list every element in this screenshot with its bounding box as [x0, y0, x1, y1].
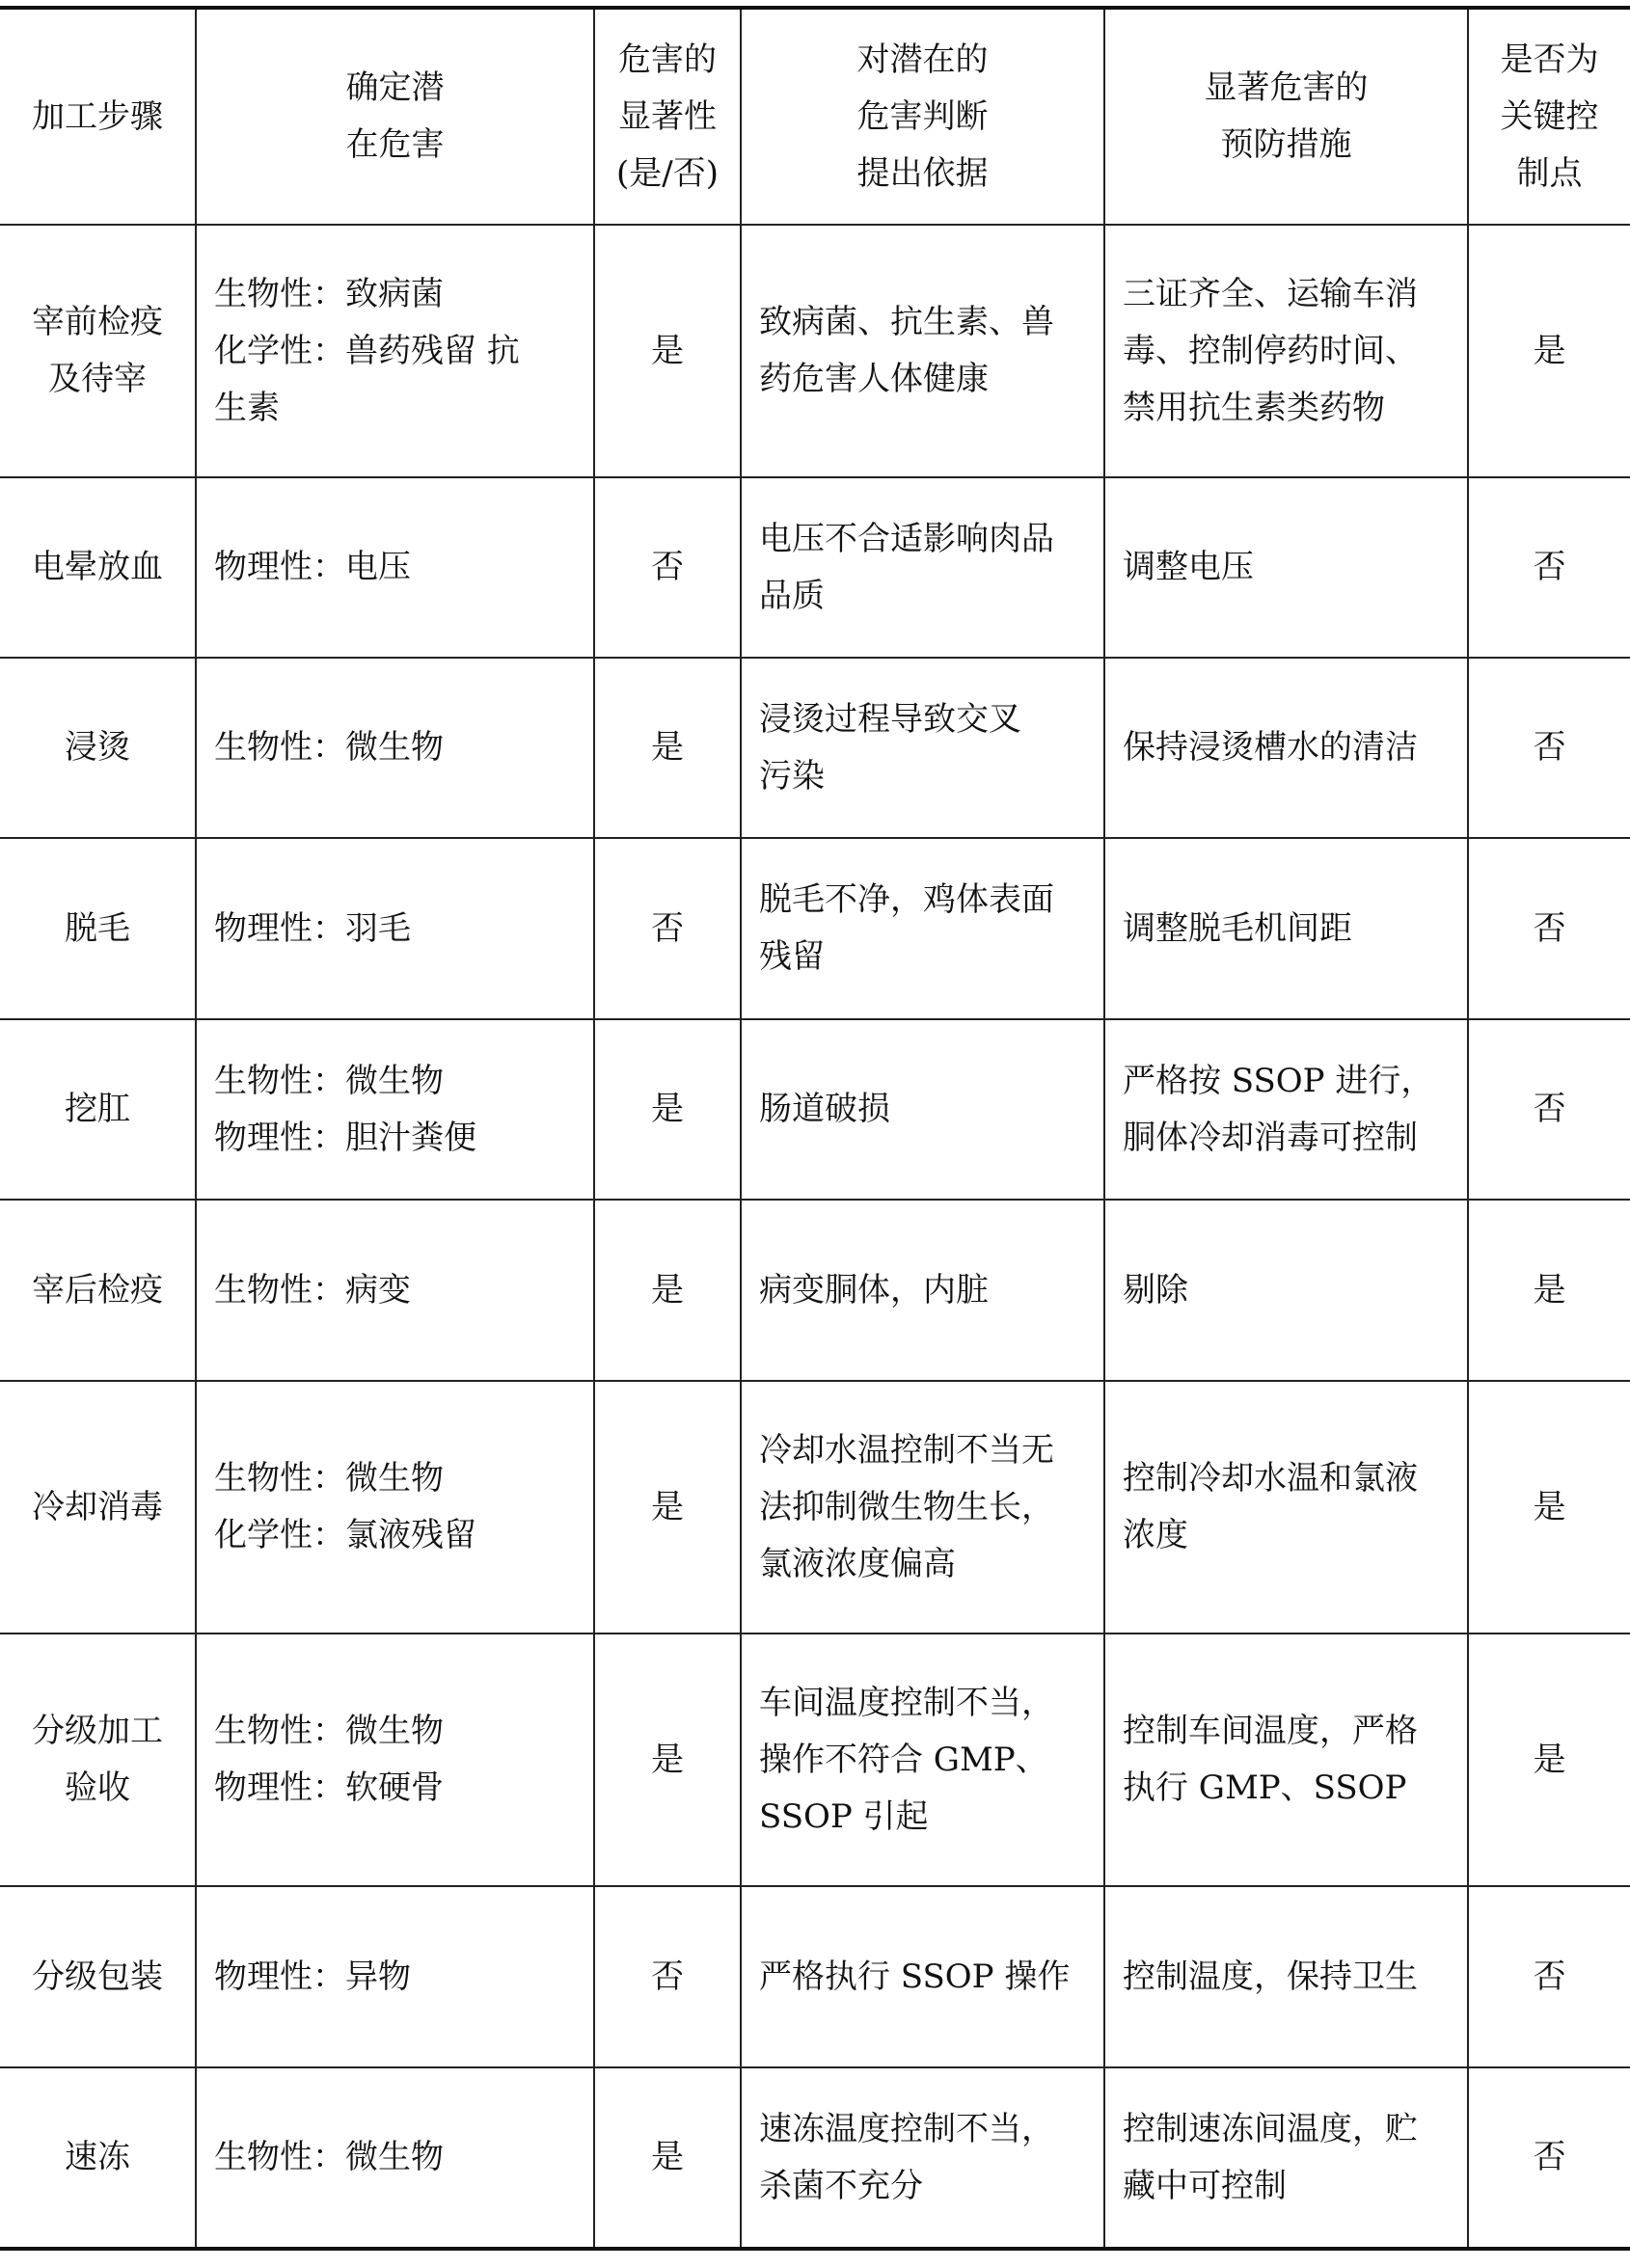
cell-potential-hazard — [196, 1381, 594, 1634]
cell-processing-step — [0, 225, 196, 477]
cell-line: 脱毛不净，鸡体表面 — [759, 880, 1054, 919]
cell-preventive-measures — [1104, 1381, 1468, 1634]
cell-line: 浸烫过程导致交叉 — [759, 699, 1021, 739]
cell-line: 生物性：微生物 — [214, 2138, 444, 2176]
cell-hazard-significance: 否 — [594, 838, 741, 1019]
cell-preventive-measures — [1104, 658, 1468, 838]
cell-hazard-significance: 是 — [594, 658, 741, 838]
cell-line: 剔除 — [1123, 1270, 1188, 1310]
cell-line: 保持浸烫槽水的清洁 — [1123, 728, 1418, 767]
cell-judgment-basis — [741, 477, 1104, 658]
cell-line: 病变胴体，内脏 — [759, 1270, 989, 1310]
header-line: 显著危害的 — [1204, 68, 1369, 107]
cell-processing-step — [0, 1381, 196, 1634]
cell-potential-hazard — [196, 838, 594, 1019]
cell-line: 调整电压 — [1123, 548, 1254, 586]
cell-judgment-basis — [741, 1886, 1104, 2067]
cell-line: 物理性：软硬骨 — [214, 1768, 444, 1807]
cell-line: 分级加工 — [32, 1712, 163, 1750]
table-row — [0, 1886, 1630, 2067]
cell-line: 杀菌不充分 — [759, 2166, 923, 2205]
cell-preventive-measures — [1104, 1634, 1468, 1886]
cell-line: 浓度 — [1123, 1516, 1188, 1554]
cell-critical-control-point: 是 — [1468, 1381, 1630, 1634]
cell-critical-control-point: 否 — [1468, 658, 1630, 838]
cell-judgment-basis — [741, 2067, 1104, 2249]
cell-processing-step — [0, 1634, 196, 1886]
cell-potential-hazard — [196, 1634, 594, 1886]
cell-hazard-significance: 否 — [594, 1886, 741, 2067]
header-line: (是/否) — [616, 153, 719, 193]
cell-line: 验收 — [65, 1768, 130, 1807]
cell-hazard-significance: 是 — [594, 1634, 741, 1886]
cell-line: 物理性：电压 — [214, 548, 411, 586]
cell-line: 污染 — [759, 756, 825, 796]
cell-hazard-significance: 是 — [594, 225, 741, 477]
cell-preventive-measures — [1104, 838, 1468, 1019]
cell-line: 生物性：微生物 — [214, 1061, 444, 1100]
cell-line: 法抑制微生物生长， — [759, 1487, 1054, 1526]
cell-line: 分级包装 — [32, 1957, 163, 1996]
header-line: 危害的 — [618, 40, 717, 79]
cell-hazard-significance: 是 — [594, 2067, 741, 2249]
header-line: 关键控 — [1500, 96, 1599, 136]
cell-line: 控制冷却水温和氯液 — [1123, 1459, 1418, 1498]
cell-judgment-basis — [741, 225, 1104, 477]
cell-hazard-significance: 否 — [594, 477, 741, 658]
cell-line: 及待宰 — [48, 360, 147, 398]
cell-line: 藏中可控制 — [1123, 2166, 1287, 2205]
cell-line: 药危害人体健康 — [759, 360, 989, 398]
table-body — [0, 225, 1630, 2249]
cell-potential-hazard — [196, 477, 594, 658]
cell-line: 胴体冷却消毒可控制 — [1123, 1118, 1418, 1157]
header-line: 显著性 — [618, 96, 717, 136]
cell-judgment-basis — [741, 838, 1104, 1019]
cell-critical-control-point: 否 — [1468, 1886, 1630, 2067]
cell-line: 宰后检疫 — [32, 1270, 163, 1310]
header-line: 确定潜 — [345, 68, 445, 107]
cell-line: 生物性：致病菌 — [214, 274, 444, 313]
cell-processing-step — [0, 2067, 196, 2249]
cell-processing-step — [0, 838, 196, 1019]
cell-critical-control-point: 是 — [1468, 1200, 1630, 1381]
header-hazard-significance — [594, 8, 741, 225]
header-line: 是否为 — [1500, 40, 1599, 79]
cell-hazard-significance: 是 — [594, 1381, 741, 1634]
cell-potential-hazard — [196, 1200, 594, 1381]
header-critical-control-point — [1468, 8, 1630, 225]
cell-preventive-measures — [1104, 1019, 1468, 1200]
cell-line: 冷却消毒 — [32, 1487, 163, 1526]
cell-critical-control-point: 否 — [1468, 477, 1630, 658]
cell-preventive-measures — [1104, 225, 1468, 477]
cell-preventive-measures — [1104, 477, 1468, 658]
table-row — [0, 1381, 1630, 1634]
table-row — [0, 1634, 1630, 1886]
table-header-row — [0, 8, 1630, 225]
cell-line: 电晕放血 — [32, 548, 163, 586]
cell-line: 电压不合适影响肉品 — [759, 519, 1054, 558]
cell-line: 操作不符合 GMP、 — [759, 1740, 1048, 1779]
cell-hazard-significance: 是 — [594, 1200, 741, 1381]
cell-processing-step — [0, 477, 196, 658]
cell-line: 挖肛 — [65, 1090, 130, 1128]
header-line: 在危害 — [345, 125, 445, 164]
cell-preventive-measures — [1104, 1200, 1468, 1381]
cell-potential-hazard — [196, 1019, 594, 1200]
cell-line: 生物性：微生物 — [214, 1712, 444, 1750]
cell-line: 物理性：胆汁粪便 — [214, 1118, 476, 1157]
cell-judgment-basis — [741, 1200, 1104, 1381]
cell-critical-control-point: 否 — [1468, 2067, 1630, 2249]
cell-processing-step — [0, 1200, 196, 1381]
cell-judgment-basis — [741, 1019, 1104, 1200]
cell-line: 速冻温度控制不当， — [759, 2109, 1054, 2148]
cell-line: 生物性：病变 — [214, 1270, 411, 1310]
cell-potential-hazard — [196, 225, 594, 477]
cell-line: 品质 — [759, 576, 825, 615]
haccp-hazard-table-container — [0, 6, 1630, 2251]
cell-line: 调整脱毛机间距 — [1123, 908, 1352, 948]
cell-processing-step — [0, 658, 196, 838]
cell-potential-hazard — [196, 1886, 594, 2067]
cell-line: 浸烫 — [65, 728, 130, 767]
table-row — [0, 658, 1630, 838]
cell-line: 化学性：氯液残留 — [214, 1516, 476, 1554]
cell-line: 控制速冻间温度，贮 — [1123, 2109, 1418, 2148]
cell-line: 车间温度控制不当， — [759, 1683, 1054, 1722]
cell-processing-step — [0, 1019, 196, 1200]
cell-line: 致病菌、抗生素、兽 — [759, 303, 1054, 341]
table-row — [0, 1019, 1630, 1200]
header-line: 加工步骤 — [32, 96, 163, 136]
cell-judgment-basis — [741, 658, 1104, 838]
table-row — [0, 225, 1630, 477]
cell-line: 氯液浓度偏高 — [759, 1544, 956, 1583]
table-row — [0, 2067, 1630, 2249]
cell-line: 脱毛 — [65, 908, 130, 948]
header-processing-step — [0, 8, 196, 225]
cell-line: SSOP 引起 — [759, 1796, 929, 1836]
header-line: 危害判断 — [856, 96, 989, 136]
cell-line: 毒、控制停药时间、 — [1123, 331, 1418, 370]
haccp-hazard-analysis-table — [0, 6, 1630, 2251]
header-line: 提出依据 — [856, 153, 989, 193]
cell-critical-control-point: 否 — [1468, 1019, 1630, 1200]
cell-line: 控制车间温度，严格 — [1123, 1712, 1418, 1750]
cell-critical-control-point: 是 — [1468, 225, 1630, 477]
cell-critical-control-point: 是 — [1468, 1634, 1630, 1886]
cell-line: 冷却水温控制不当无 — [759, 1430, 1054, 1470]
cell-line: 物理性：异物 — [214, 1957, 411, 1996]
cell-line: 生素 — [214, 388, 280, 427]
cell-processing-step — [0, 1886, 196, 2067]
cell-line: 残留 — [759, 937, 825, 976]
header-line: 对潜在的 — [856, 40, 989, 79]
table-row — [0, 477, 1630, 658]
cell-line: 执行 GMP、SSOP — [1123, 1768, 1407, 1807]
cell-potential-hazard — [196, 2067, 594, 2249]
header-line: 制点 — [1516, 153, 1583, 193]
table-row — [0, 838, 1630, 1019]
cell-preventive-measures — [1104, 2067, 1468, 2249]
cell-line: 严格执行 SSOP 操作 — [759, 1957, 1071, 1996]
cell-hazard-significance: 是 — [594, 1019, 741, 1200]
cell-line: 肠道破损 — [759, 1090, 890, 1128]
table-row — [0, 1200, 1630, 1381]
cell-line: 生物性：微生物 — [214, 1459, 444, 1498]
cell-line: 宰前检疫 — [32, 303, 163, 341]
cell-potential-hazard — [196, 658, 594, 838]
header-potential-hazard — [196, 8, 594, 225]
header-preventive-measures — [1104, 8, 1468, 225]
cell-critical-control-point: 否 — [1468, 838, 1630, 1019]
cell-line: 禁用抗生素类药物 — [1123, 388, 1385, 427]
cell-line: 三证齐全、运输车消 — [1123, 274, 1418, 313]
cell-line: 化学性：兽药残留 抗 — [214, 331, 520, 370]
cell-line: 物理性：羽毛 — [214, 908, 411, 948]
cell-judgment-basis — [741, 1634, 1104, 1886]
cell-line: 速冻 — [65, 2138, 130, 2176]
cell-preventive-measures — [1104, 1886, 1468, 2067]
cell-line: 控制温度，保持卫生 — [1123, 1957, 1418, 1996]
cell-line: 生物性：微生物 — [214, 728, 444, 767]
header-line: 预防措施 — [1220, 125, 1352, 164]
header-judgment-basis — [741, 8, 1104, 225]
cell-judgment-basis — [741, 1381, 1104, 1634]
cell-line: 严格按 SSOP 进行， — [1123, 1061, 1434, 1100]
